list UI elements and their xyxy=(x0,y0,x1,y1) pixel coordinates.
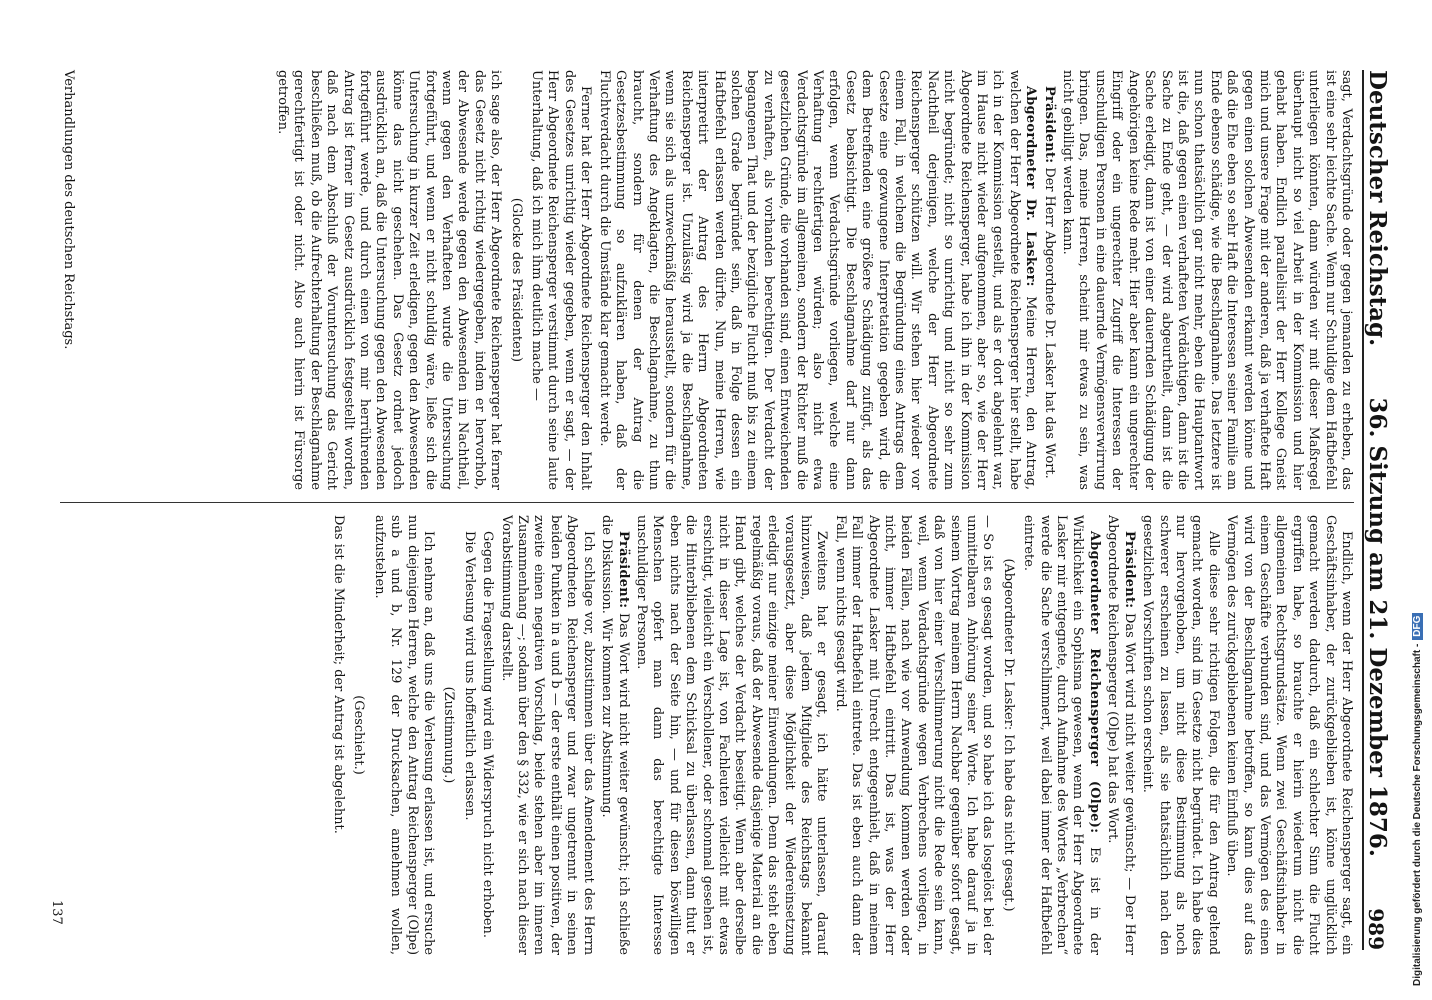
paragraph: Endlich, wenn der Herr Abgeordnete Reichensperger sagt, ein Geschäftsinhaber, der zurückgeblieben ist, könne unglücklich gemacht werden dadurch, daß ein schlechter Sinn die Flucht ergriffen habe, so brauchte er hierin wiederum nicht die allgemeinen Rechtsgrundsätze. Wenn zwei Geschäftsinhaber in einem Geschäfte verbunden sind, und das Vermögen des einen wird von der Beschlagnahme betroffen, so kann dies auf das Vermögen des zurückgebliebenen keinen Einfluß üben. xyxy=(1224,515,1354,955)
stage-direction: (Glocke des Präsidenten) xyxy=(508,197,524,363)
paragraph xyxy=(1040,70,1056,490)
speaker-name: Präsident: xyxy=(1041,86,1057,164)
paragraph: sagt, Verdachtsgründe oder gegen jemanden zu erheben, das ist eine sehr leichte Sache. Wenn nur Schuldige dem Haftbefehl unterliegen könnten, dann würden wir mit dieser Maßregel überhaupt nicht so viel Arbeit in der Kommission und hier gehabt haben. Endlich parallelisirt der Herr Kollege Gneist mich und unsere Frage mit der anderen, daß ja verhaftete Haft gegen einen solchen Abwesenden erkannt werden könne und daß die Ehe eben so sehr Haft die Interessen seiner Familie am Ende ebenso schädige, wie die Beschlagnahme. Das letztere ist nun schon thatsächlich gar nicht mehr, eben die Hauptantwort ist die, daß gegen einen verhafteten Verdächtigen, dann ist die Sache zu Ende geht, — der wird abgeurtheilt, dann ist die Sache erledigt, dann ist von einer dauernden Schädigung der Angehörigen keine Rede mehr. Hier aber kann ein ungerechter Eingriff oder ein ungerechter Zugriff die Interessen der unschuldigen Personen in eine dauernde Vermögensverwirrung bringen. Das, meine Herren, scheint mir etwas zu sein, was nicht gebilligt werden kann. xyxy=(1060,70,1354,490)
paragraph: — So ist es gesagt worden, und so habe ich das losgelöst bei der unmittelbaren Anhörung seiner Worte. Ich habe darauf ja in seinem Vortrag meinem Herrn Nachbar gegenüber sofort gesagt, daß von hier einer Verschlimmerung nicht die Rede sein kann, weil, wenn Verdachtsgründe wegen Verbrechens vorliegen, in beiden Fällen, nach wie vor Anwendung kommen werden oder nicht, immer Haftbefehl eintritt. Das ist, was der Herr Abgeordnete Lasker mit Unrecht entgegenhielt, daß in meinem Fall immer der Haftbefehl eintrete. Das ist eben auch dann der Fall, wenn nichts gesagt wird. xyxy=(832,515,996,955)
paragraph: Zweitens hat er gesagt, ich hätte unterlassen, darauf hinzuweisen, daß jedem Mitgliede des Reichstags bekannt vorausgesetzt, aber diese Möglichkeit der Wiedereinsetzung erledigt nur einzige meiner Einwendungen. Denn das steht eben regelmäßig voraus, daß der Abwesende dasjenige Material an die Hand gibt, welches der Verdacht beseitigt. Wenn aber derselbe nicht in dieser Lage ist, von Fachleuten vielleicht mit etwas ersichtigt, vielleicht ein Verschollener, oder schonmal gesehen ist, die Hinterbliebenen dem Schicksal zu überlassen, dann thut er eben nichts nach der Seite hin, — und für diesen böswilligen Menschen opfert man dann das berechtigte Interesse unschuldiger Personen. xyxy=(633,515,830,955)
speaker-name: Abgeordneter Reichensperger (Olpe): xyxy=(1086,531,1102,834)
dfg-logo: DFG xyxy=(1412,613,1423,640)
column-divider xyxy=(60,502,1354,503)
speaker-name: Präsident: xyxy=(615,531,631,609)
paragraph xyxy=(1020,515,1102,955)
paragraph: Ferner hat der Herr Abgeordnete Reichensperger den Inhalt des Gesetzes unrichtig wieder gegeben, wenn er sagt, — der Herr Abgeordnete Reichensperger verstimmt durch seine laute Unterhaltung, daß ich mich ihm deutlich mache — xyxy=(529,70,594,490)
paragraph: Die Verlesung wird uns hoffentlich erlassen. xyxy=(461,531,477,821)
footer-publication: Verhandlungen des deutschen Reichstags. xyxy=(61,70,76,350)
paragraph-text: Das Wort wird nicht weiter gewünscht; ich schließe die Diskussion. Wir kommen zur Abstimmung. xyxy=(599,515,631,955)
paragraph: Gegen die Fragestellung wird ein Widerspruch nicht erhoben. xyxy=(480,531,496,938)
speaker-name: Präsident: xyxy=(1121,531,1137,609)
paragraph: Ich schlage vor, abzustimmen über das Amendement des Herrn Abgeordneten Reichensperger und zwar ungetrennt in seinen beiden Punkten in a und b — der erste enthält einen positiven, der zweite einen negativen Vorschlag, beide stehen aber im inneren Zusammenhang —; sodann über den § 332, wie er sich nach dieser Vorabstimmung darstellt. xyxy=(498,515,596,955)
running-head-center: 36. Sitzung am 21. Dezember 1876. xyxy=(1364,397,1391,857)
left-column xyxy=(30,70,1354,490)
paragraph-text: Meine Herren, den Antrag, welchen der Herr Abgeordnete Reichensperger hier stellt, habe ich in der Kommission gestellt, und als er dort abgelehnt war, im Hause nicht wieder aufgenommen, aber so, wie der Herr Abgeordnete Reichensperger, habe ich ihn in der Kommission nicht begründet; nicht so unrichtig und nicht so sehr zum Nachtheil derjenigen, welche der Herr Abgeordnete Reichensperger schützen will. Wir stehen hier wieder vor einem Fall, in welchem die Begründung eines Antrags dem Gesetze eine gezwungene Interpretation gegeben wird, die dem Betreffenden eine größere Schädigung zufügt, als das Gesetz beabsichtigt. Die Beschlagnahme darf nur dann erfolgen, wenn Verdachtsgründe vorliegen, welche eine Verhaftung rechtfertigen würden; also nicht etwa Verdachtsgründe im allgemeinen, sondern der Richter muß die gesetzlichen Gründe, die vorhanden sind, einen Entweichenden zu verhaften, als vorhanden berechtigen. Der Verdacht der begangenen That und der bezügliche Flucht muß bis zu einem solchen Grade begründet sein, daß in Folge dessen ein Haftbefehl erlassen werden dürfte. Nun, meine Herren, wie interpretirt der Antrag des Herrn Abgeordneten Reichensperger ist. Unzulässig wird ja die Beschlagnahme, wenn sie sich als unzweckmäßig herausstellt, sondern für die Verhaftung des Angeklagten, die Beschlagnahme, zu thun braucht, sondern für denen der Antrag die Gesetzesbestimmung so aufzuklären haben, daß der Fluchtverdacht durch die Umstände klar gemacht werde. xyxy=(596,70,1039,490)
right-column xyxy=(30,515,1354,955)
stage-direction: (Abgeordneter Dr. Lasker: Ich habe das nicht gesagt.) xyxy=(1000,558,1016,912)
paragraph-text: Das Wort wird nicht weiter gewünscht; — Der Herr Abgeordnete Reichensperger (Olpe) hat das Wort. xyxy=(1105,515,1137,955)
paragraph: Ich nehme an, daß uns die Verlesung erlassen ist, und ersuche nun diejenigen Herren, welche den Antrag Reichensperger (Olpe) sub a und b, Nr. 129 der Drucksachen, annehmen wollen, aufzustehen. xyxy=(371,515,437,955)
running-head xyxy=(1362,70,1398,950)
running-head-left: Deutscher Reichstag. xyxy=(1364,70,1391,347)
paragraph xyxy=(595,70,1038,490)
paragraph: Alle diese sehr richtigen Folgen, die für den Antrag geltend gemacht worden, sind im Gesetze nicht begründet. Ich habe dies nur hervorgehoben, um nicht diese Bestimmung als noch schwerer erscheinen zu lassen, als sie thatsächlich nach den gesetzlichen Vorschriften schon erscheint. xyxy=(1140,515,1221,955)
paragraph-text: Der Herr Abgeordnete Dr. Lasker hat das Wort. xyxy=(1041,167,1057,479)
page-number: 989 xyxy=(1364,908,1388,950)
speaker-name: Abgeordneter Dr. Lasker: xyxy=(1023,86,1039,287)
stage-direction: (Zustimmung.) xyxy=(441,686,457,784)
paragraph: Das ist die Minderheit; der Antrag ist abgelehnt. xyxy=(331,515,347,834)
paragraph: ich sage also, der Herr Abgeordnete Reichensperger hat ferner das Gesetz nicht richtig wiedergegeben, indem er hervorhob, der Abwesende werde gegen den Abwesenden im Nachtheil, wenn gegen den Verhafteten wurde die Untersuchung fortgeführt, und wenn er nicht schuldig wäre, ließe sich die Untersuchung in kurzer Zeit erledigen, gegen den Abwesenden könne das nicht geschehen. Das Gesetz ordnet jedoch ausdrücklich an, daß die Untersuchung gegen den Abwesenden fortgeführt werde, und durch einen von mir herrührenden Antrag ist ferner im Gesetz ausdrücklich festgestellt worden, daß nach dem Abschluß der Voruntersuchung das Gericht beschließen muß, ob die Aufrechterhaltung der Beschlagnahme gerechtfertigt ist oder nicht. Also auch hierin ist Fürsorge getroffen. xyxy=(275,70,504,490)
paragraph xyxy=(598,515,631,955)
stage-direction: (Geschieht.) xyxy=(351,695,367,775)
digitization-credit xyxy=(1412,613,1423,986)
paragraph xyxy=(1104,515,1137,955)
paragraph-text: Es ist in der Wirklichkeit ein Sophisma gewesen, wenn der Herr Abgeordnete Lasker mir entgegnete, durch Aufnahme des Wortes „Verbrechen“ werde die Sache verschlimmert, weil dabei immer der Haftbefehl eintrete. xyxy=(1021,515,1102,955)
signature-mark: 137 xyxy=(49,900,64,925)
credit-text: Digitalisierung gefördert durch die Deutsche Forschungsgemeinschaft - xyxy=(1412,643,1423,986)
